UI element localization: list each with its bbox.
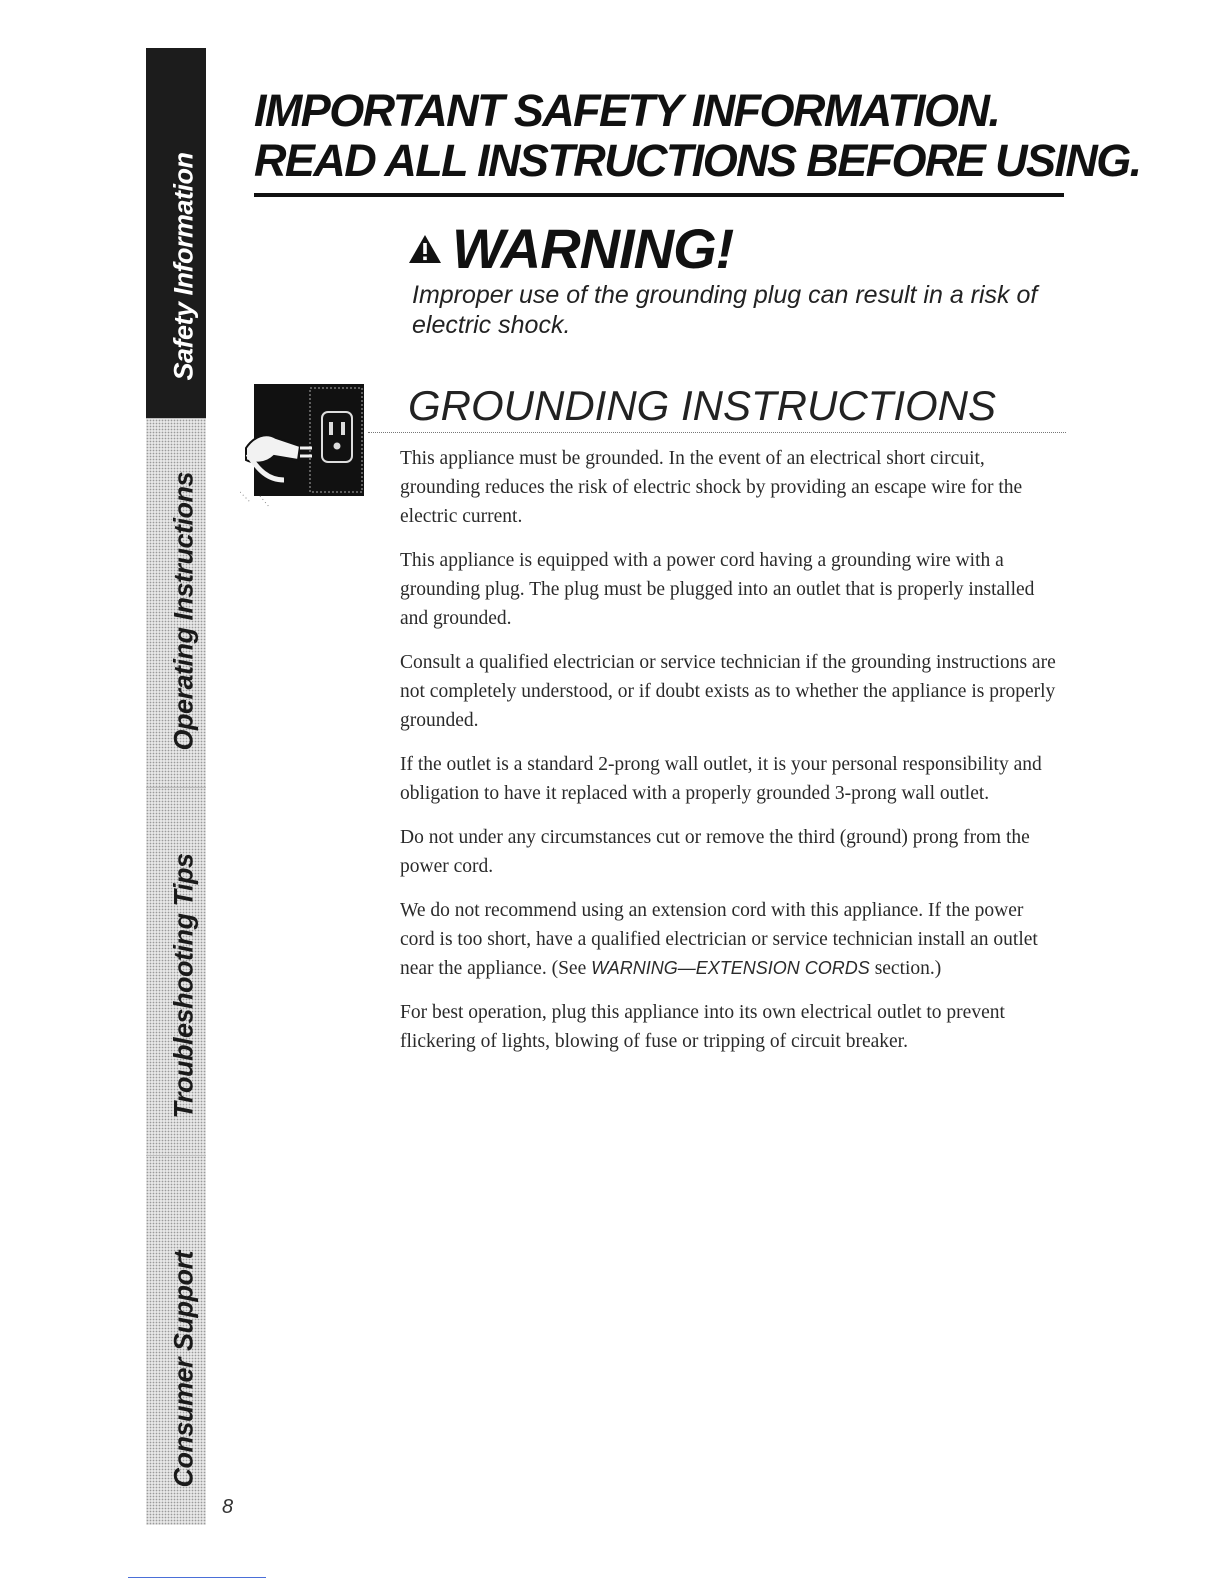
paragraph: If the outlet is a standard 2-prong wall outlet, it is your personal responsibility and obligation to have it replaced with a properly grounded 3-prong wall outlet. [400,754,1042,804]
paragraph: For best operation, plug this appliance into its own electrical outlet to prevent flickering of lights, blowing of fuse or tripping of circuit breaker. [400,1002,1005,1052]
section-reference: WARNING—EXTENSION CORDS [591,958,870,978]
section-title: GROUNDING INSTRUCTIONS [408,382,996,429]
warning-text: Improper use of the grounding plug can result in a risk of electric shock. [412,281,1038,339]
body-text [400,444,1060,1071]
paragraph-text: section.) [869,958,942,979]
header-line-1: IMPORTANT SAFETY INFORMATION. [254,85,1000,136]
paragraph: This appliance must be grounded. In the event of an electrical short circuit, grounding reduces the risk of electric shock by providing an escape wire for the electric current. [400,448,1023,527]
tab-label: Troubleshooting Tips [168,853,199,1119]
warning-triangle-icon [408,234,442,264]
grounding-plug-outlet-icon [240,384,368,524]
page-number: 8 [222,1496,234,1518]
tab-label: Operating Instructions [168,471,199,751]
paragraph: Consult a qualified electrician or service technician if the grounding instructions are not completely understood, or if doubt exists as to whether the appliance is properly grounded. [400,652,1056,731]
tab-label: Safety Information [168,152,199,381]
warning-block [408,216,733,281]
header-line-2: READ ALL INSTRUCTIONS BEFORE USING. [254,135,1141,186]
warning-title: WARNING! [452,217,734,280]
section-divider [368,432,1066,433]
paragraph: This appliance is equipped with a power cord having a grounding wire with a grounding plug. The plug must be plugged into an outlet that is properly installed and grounded. [400,550,1035,629]
tab-operating-instructions[interactable] [146,418,206,788]
tab-troubleshooting-tips[interactable] [146,787,206,1156]
paragraph-text: We do not recommend using an extension cord with this appliance. If the power cord is too short, have a qualified electrician or service technician install an outlet near the appliance. (See [400,900,1038,979]
paragraph: Do not under any circumstances cut or remove the third (ground) prong from the power cord. [400,827,1030,877]
header-divider [254,193,1064,197]
warning-title-row [408,216,733,281]
tab-safety-information[interactable] [146,48,206,418]
tab-label: Consumer Support [168,1250,199,1488]
tab-consumer-support[interactable] [146,1155,206,1525]
section-sidebar [146,48,206,1524]
paragraph-extension-cord [400,896,1060,983]
bottom-rule [128,1577,266,1578]
page-header [254,85,1141,186]
